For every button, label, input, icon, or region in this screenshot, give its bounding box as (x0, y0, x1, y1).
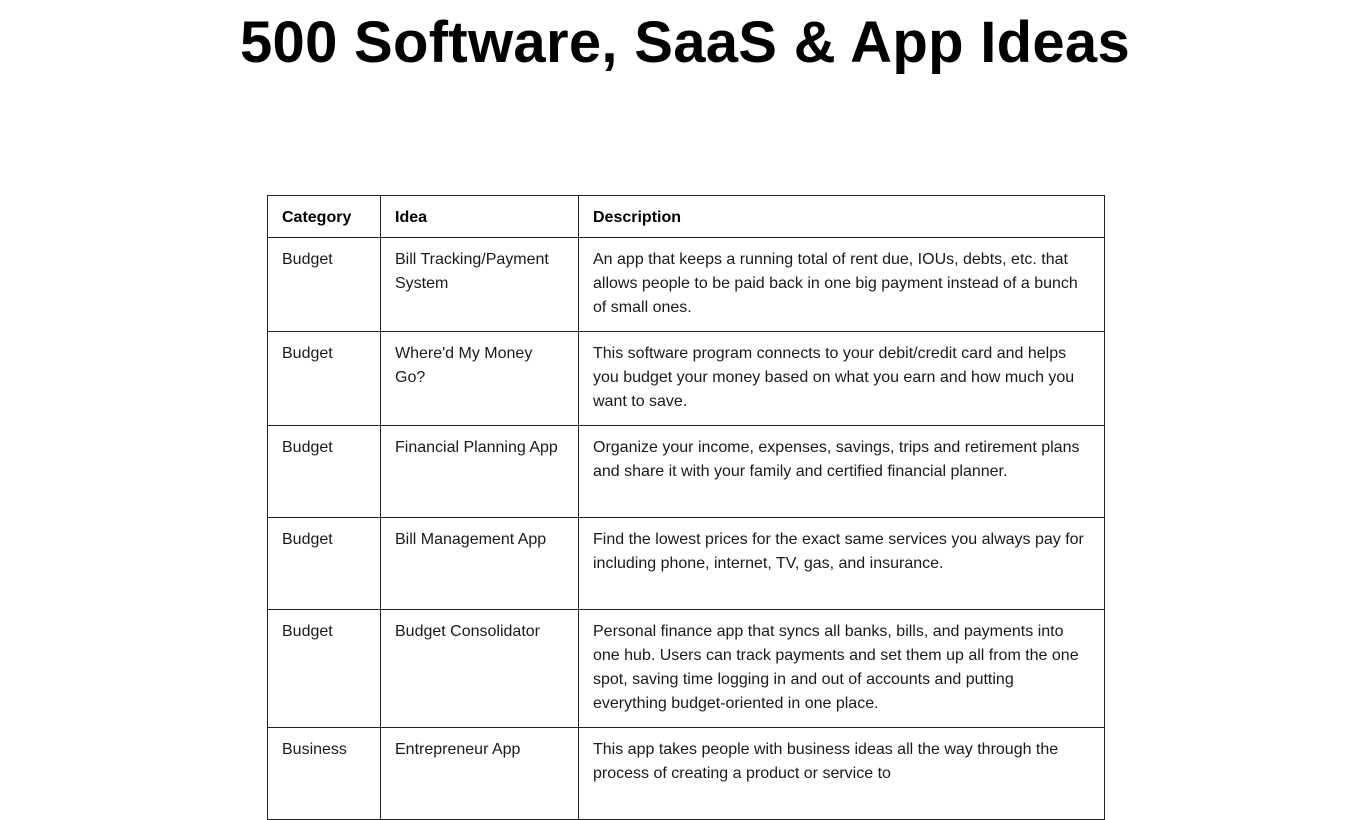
cell-category: Business (268, 728, 381, 820)
table-header-row (268, 196, 1105, 238)
cell-description: This app takes people with business ideas all the way through the process of creating a product or service to (579, 728, 1105, 820)
cell-idea: Entrepreneur App (381, 728, 579, 820)
cell-idea: Where'd My Money Go? (381, 332, 579, 426)
header-idea: Idea (381, 196, 579, 238)
table-row (268, 332, 1105, 426)
header-category: Category (268, 196, 381, 238)
cell-description: Find the lowest prices for the exact same services you always pay for including phone, internet, TV, gas, and insurance. (579, 518, 1105, 610)
cell-category: Budget (268, 518, 381, 610)
table-row (268, 728, 1105, 820)
page-title: 500 Software, SaaS & App Ideas (239, 10, 1131, 75)
cell-description: Personal finance app that syncs all banks, bills, and payments into one hub. Users can track payments and set them up all from the one spot, saving time logging in and out of accounts and putting everything budget-oriented in one place. (579, 610, 1105, 728)
ideas-table (267, 195, 1105, 820)
table-row (268, 518, 1105, 610)
cell-description: Organize your income, expenses, savings, trips and retirement plans and share it with your family and certified financial planner. (579, 426, 1105, 518)
cell-description: This software program connects to your debit/credit card and helps you budget your money based on what you earn and how much you want to save. (579, 332, 1105, 426)
cell-category: Budget (268, 238, 381, 332)
table-row (268, 426, 1105, 518)
table-row (268, 610, 1105, 728)
cell-idea: Financial Planning App (381, 426, 579, 518)
cell-idea: Bill Management App (381, 518, 579, 610)
cell-idea: Budget Consolidator (381, 610, 579, 728)
cell-category: Budget (268, 332, 381, 426)
header-description: Description (579, 196, 1105, 238)
table-row (268, 238, 1105, 332)
cell-idea: Bill Tracking/Payment System (381, 238, 579, 332)
cell-description: An app that keeps a running total of rent due, IOUs, debts, etc. that allows people to be paid back in one big payment instead of a bunch of small ones. (579, 238, 1105, 332)
cell-category: Budget (268, 610, 381, 728)
cell-category: Budget (268, 426, 381, 518)
